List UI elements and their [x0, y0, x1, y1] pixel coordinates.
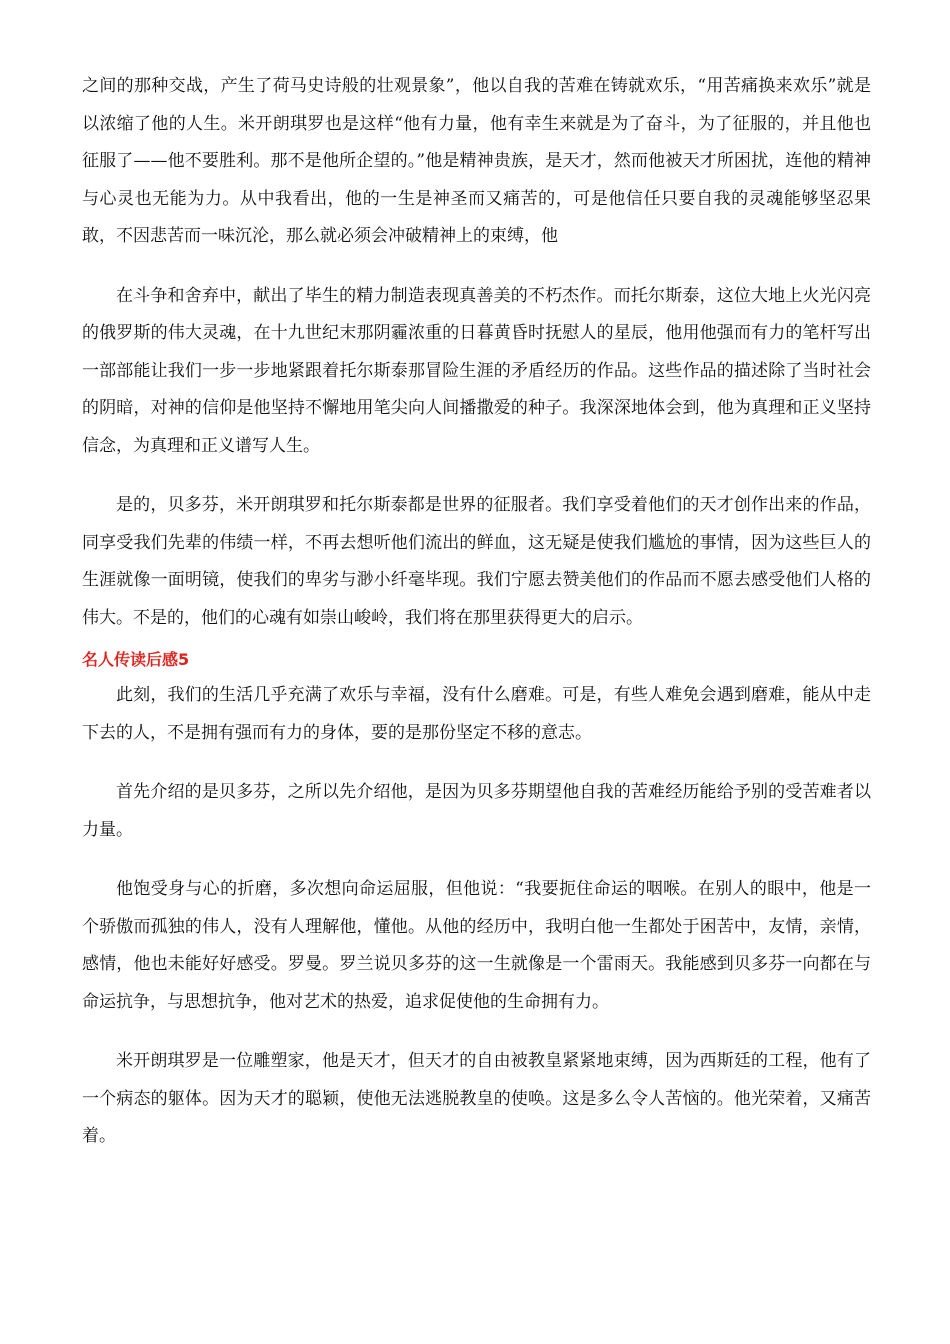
document-body	[82, 68, 871, 1156]
paragraph-intro: 此刻，我们的生活几乎充满了欢乐与幸福，没有什么磨难。可是，有些人难免会遇到磨难，能从中走下去的人，不是拥有强而有力的身体，要的是那份坚定不移的意志。	[82, 685, 871, 743]
paragraph-continued: 之间的那种交战，产生了荷马史诗般的壮观景象”，他以自我的苦难在铸就欢乐，“用苦痛换来欢乐”就是以浓缩了他的人生。米开朗琪罗也是这样“他有力量，他有幸生来就是为了奋斗，为了征服的，并且他也征服了——他不要胜利。那不是他所企望的。”他是精神贵族，是天才，然而他被天才所困扰，连他的精神与心灵也无能为力。从中我看出，他的一生是神圣而又痛苦的，可是他信任只要自我的灵魂能够坚忍果敢，不因悲苦而一味沉沦，那么就必须会冲破精神上的束缚，他	[82, 76, 871, 246]
section-heading: 名人传读后感5	[82, 650, 190, 669]
paragraph-conquerors: 是的，贝多芬，米开朗琪罗和托尔斯泰都是世界的征服者。我们享受着他们的天才创作出来的作品，同享受我们先辈的伟绩一样，不再去想听他们流出的鲜血，这无疑是使我们尴尬的事情，因为这些巨人的生涯就像一面明镜，使我们的卑劣与渺小纤毫毕现。我们宁愿去赞美他们的作品而不愿去感受他们人格的伟大。不是的，他们的心魂有如崇山峻岭，我们将在那里获得更大的启示。	[82, 495, 871, 628]
paragraph-michelangelo: 米开朗琪罗是一位雕塑家，他是天才，但天才的自由被教皇紧紧地束缚，因为西斯廷的工程，他有了一个病态的躯体。因为天才的聪颖，使他无法逃脱教皇的使唤。这是多么令人苦恼的。他光荣着，又痛苦着。	[82, 1051, 871, 1146]
paragraph-beethoven-intro: 首先介绍的是贝多芬，之所以先介绍他，是因为贝多芬期望他自我的苦难经历能给予别的受苦难者以力量。	[82, 782, 871, 840]
paragraph-tolstoy: 在斗争和舍弃中，献出了毕生的精力制造表现真善美的不朽杰作。而托尔斯泰，这位大地上火光闪亮的俄罗斯的伟大灵魂，在十九世纪末那阴霾浓重的日暮黄昏时抚慰人的星辰，他用他强而有力的笔杆写出一部部能让我们一步一步地紧跟着托尔斯泰那冒险生涯的矛盾经历的作品。这些作品的描述除了当时社会的阴暗，对神的信仰是他坚持不懈地用笔尖向人间播撒爱的种子。我深深地体会到，他为真理和正义坚持信念，为真理和正义谱写人生。	[82, 285, 871, 456]
paragraph-beethoven: 他饱受身与心的折磨，多次想向命运屈服，但他说：“我要扼住命运的咽喉。在别人的眼中，他是一个骄傲而孤独的伟人，没有人理解他，懂他。从他的经历中，我明白他一生都处于困苦中，友情，亲情，感情，他也未能好好感受。罗曼。罗兰说贝多芬的这一生就像是一个雷雨天。我能感到贝多芬一向都在与命运抗争，与思想抗争，他对艺术的热爱，追求促使他的生命拥有力。	[82, 879, 871, 1012]
